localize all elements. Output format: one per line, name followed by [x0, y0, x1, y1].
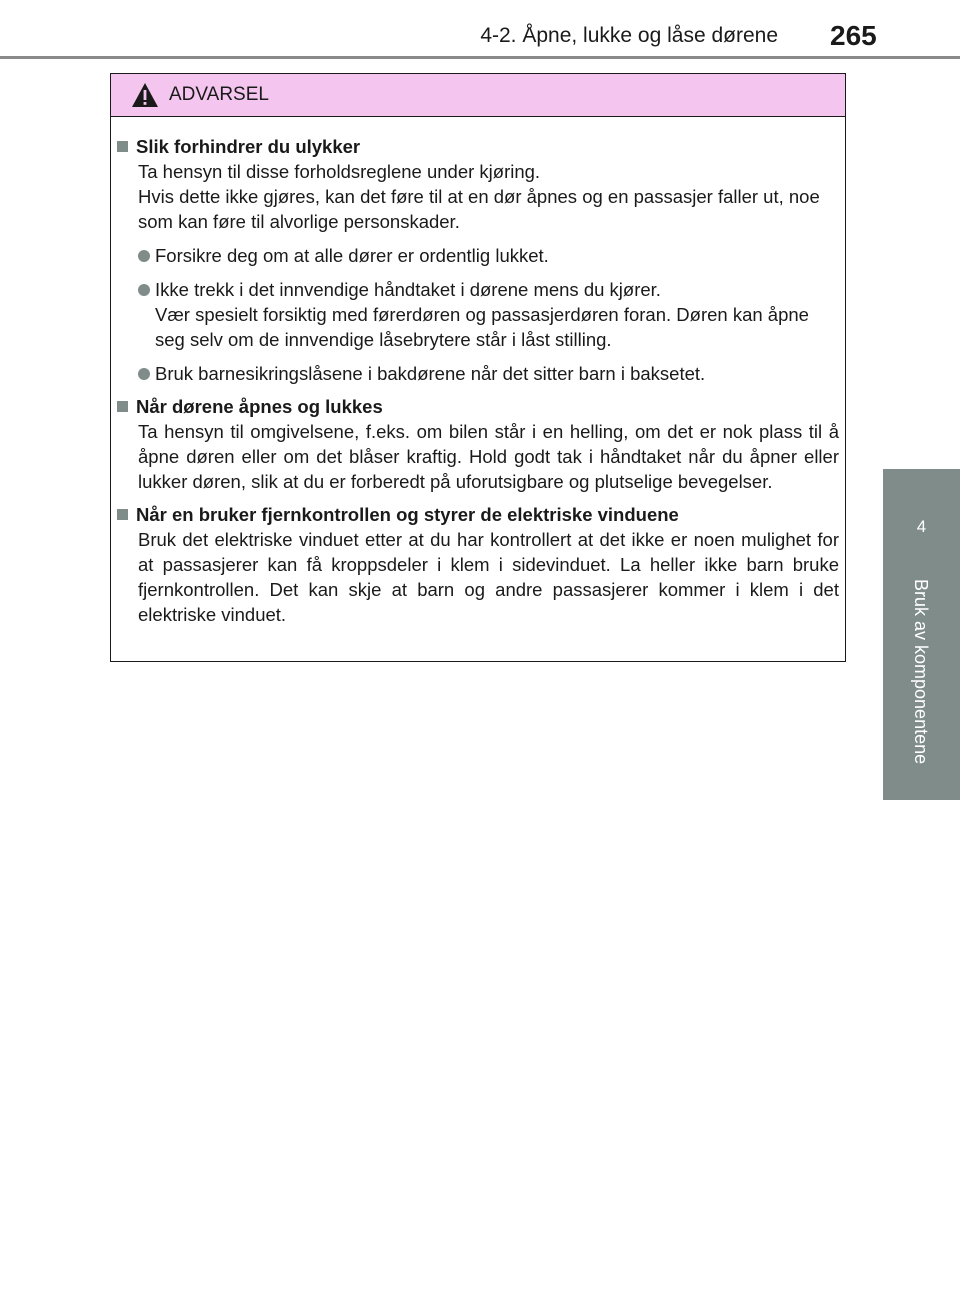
warning-section	[117, 502, 839, 627]
section-heading	[117, 394, 839, 419]
bullet-text: Forsikre deg om at alle dører er ordentlig lukket.	[155, 245, 549, 266]
bullet-item	[117, 361, 839, 386]
warning-body	[111, 117, 845, 627]
section-heading-text: Slik forhindrer du ulykker	[136, 136, 361, 157]
section-heading-text: Når en bruker fjernkontrollen og styrer de elektriske vinduene	[136, 504, 679, 525]
section-heading	[117, 502, 839, 527]
bullet-text: Bruk barnesikringslåsene i bakdørene når det sitter barn i baksetet.	[155, 363, 706, 384]
bullet-text-line: Ikke trekk i det innvendige håndtaket i dørene mens du kjører.	[155, 279, 661, 300]
square-bullet-icon	[117, 141, 128, 152]
section-text	[117, 159, 839, 234]
bullet-text	[155, 277, 839, 352]
warning-label: ADVARSEL	[169, 84, 269, 105]
bullet-item	[117, 243, 839, 268]
section-text-line: Hvis dette ikke gjøres, kan det føre til at en dør åpnes og en passasjer faller ut, noe som kan føre til alvorlige personskader.	[138, 186, 820, 232]
warning-box	[110, 73, 846, 662]
section-heading	[117, 134, 839, 159]
circle-bullet-icon	[138, 250, 150, 262]
section-text-line: Ta hensyn til disse forholdsreglene under kjøring.	[138, 161, 541, 182]
chapter-number: 4	[916, 517, 927, 536]
circle-bullet-icon	[138, 368, 150, 380]
page-number: 265	[830, 20, 877, 51]
section-text: Ta hensyn til omgivelsene, f.eks. om bilen står i en helling, om det er nok plass til å åpne døren eller om det blåser kraftig. Hold godt tak i håndtaket når du åpner eller lukker døren, slik at du er forberedt på uforutsigbare og plutselige bevegelser.	[138, 421, 839, 492]
chapter-title: Bruk av komponentene	[911, 579, 931, 765]
warning-triangle-icon	[131, 82, 159, 108]
section-text: Bruk det elektriske vinduet etter at du har kontrollert at det ikke er noen mulighet for at passasjerer kan få kroppsdeler i klem i sidevinduet. La heller ikke barn bruke fjernkontrollen. Det kan skje at barn og andre passasjerer kommer i klem i det elektriske vinduet.	[138, 529, 839, 625]
section-title: 4-2. Åpne, lukke og låse dørene	[480, 24, 778, 47]
bullet-item	[117, 277, 839, 352]
chapter-side-tab	[883, 469, 960, 800]
square-bullet-icon	[117, 401, 128, 412]
header-rule	[0, 56, 960, 59]
bullet-text-line: Vær spesielt forsiktig med førerdøren og passasjerdøren foran. Døren kan åpne seg selv om de innvendige låsebrytere står i låst stilling.	[155, 304, 809, 350]
circle-bullet-icon	[138, 284, 150, 296]
warning-header	[111, 74, 845, 117]
section-heading-text: Når dørene åpnes og lukkes	[136, 396, 383, 417]
square-bullet-icon	[117, 509, 128, 520]
warning-section	[117, 394, 839, 494]
warning-section	[117, 134, 839, 386]
